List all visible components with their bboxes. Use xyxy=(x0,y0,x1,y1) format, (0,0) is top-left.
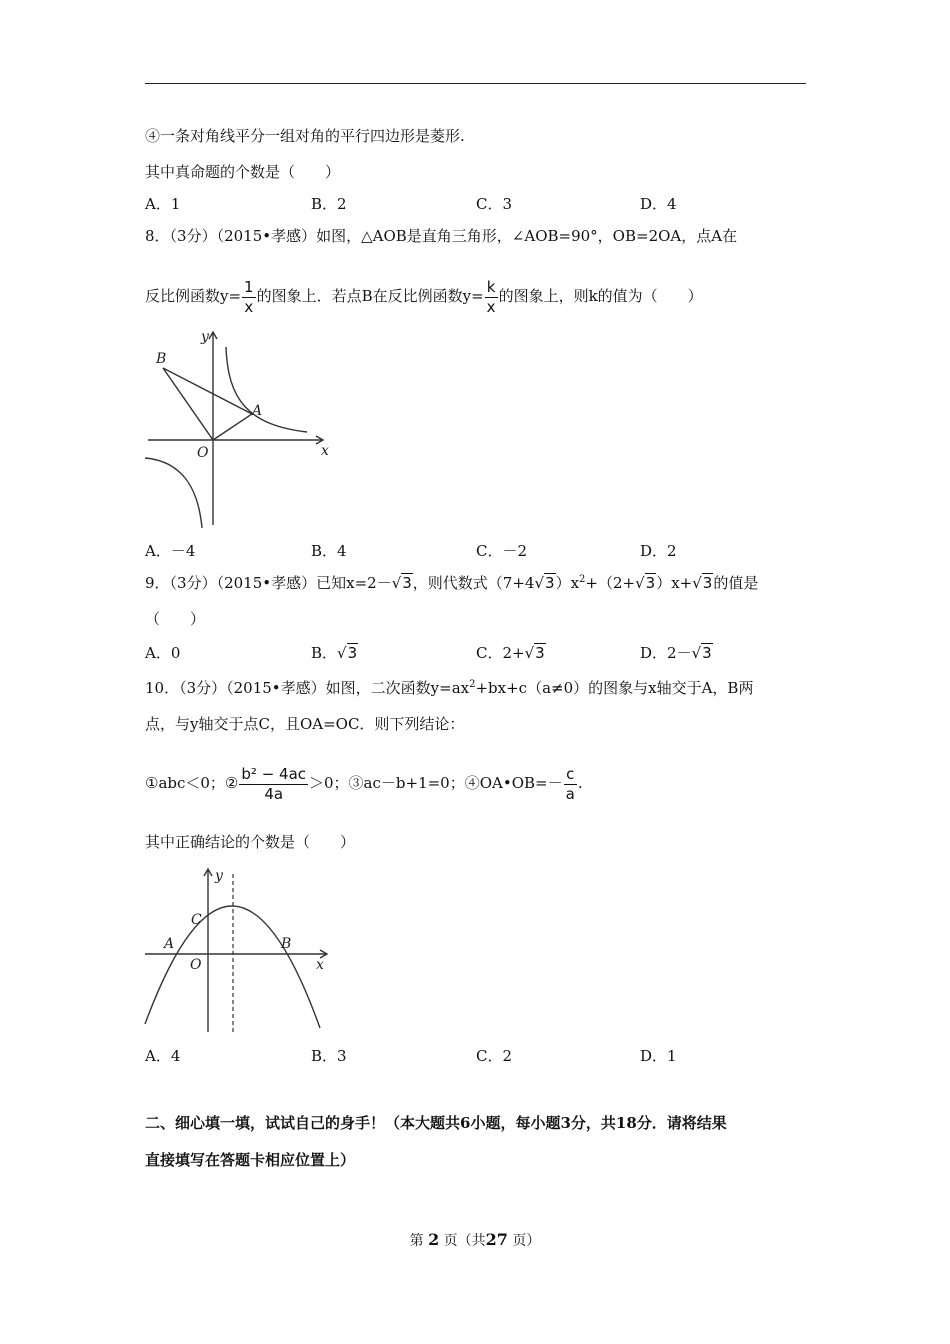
q9-line1 xyxy=(145,573,758,593)
q9-radicand: 3 xyxy=(545,574,555,592)
q8-option-b: B．4 xyxy=(311,542,347,560)
section2-heading-line1: 二、细心填一填，试试自己的身手！（本大题共6小题，每小题3分，共18分．请将结果 xyxy=(145,1114,727,1132)
q9-option-c-label: C．2+ xyxy=(476,644,525,662)
q10-label-b: B xyxy=(281,936,292,952)
q8-label-a: A xyxy=(252,403,263,419)
q10-option-d: D．1 xyxy=(640,1047,677,1065)
q9-option-d-label: D．2－ xyxy=(640,644,692,662)
q8-options xyxy=(145,541,805,561)
q10-line1-a: 10．（3分）（2015•孝感）如图，二次函数y=ax xyxy=(145,679,470,697)
q10-frac-den: 4a xyxy=(264,784,284,803)
q8-line1: 8．（3分）（2015•孝感）如图，△AOB是直角三角形，∠AOB=90°，OB=2OA，点A在 xyxy=(145,227,738,245)
footer-total-pages: 27 xyxy=(485,1230,508,1249)
q8-f2-num: k xyxy=(485,280,498,298)
header-rule xyxy=(145,83,806,84)
q9-radicand: 3 xyxy=(702,644,712,662)
q8-option-c: C．－2 xyxy=(476,542,528,560)
q7-options xyxy=(145,194,805,214)
q9-radicand: 3 xyxy=(347,644,358,662)
q9-option-d xyxy=(640,643,713,663)
q9-option-a: A．0 xyxy=(145,644,181,662)
q10-c-end: . xyxy=(577,774,583,792)
q8-f1-num: 1 xyxy=(244,277,254,296)
footer-page-number: 2 xyxy=(428,1230,440,1249)
q7-option-b: B．2 xyxy=(311,195,347,213)
q9-radicand: 3 xyxy=(645,574,656,592)
q8-f2-den: x xyxy=(486,297,496,316)
q10-label-c: C xyxy=(191,912,202,928)
q10-label-x: x xyxy=(316,957,324,973)
page-footer xyxy=(0,1230,950,1250)
q9-paren: （ ） xyxy=(145,610,206,628)
q9-sqrt-4: √3 xyxy=(692,574,713,592)
q9-option-d-sqrt: √3 xyxy=(691,644,712,662)
q9-option-c-sqrt: √3 xyxy=(524,644,545,662)
q8-hyperbola-left xyxy=(145,458,202,528)
q9-option-b xyxy=(311,643,358,663)
q10-c-mid: ＞0；③ac－b+1=0；④OA•OB=－ xyxy=(309,774,563,792)
q8-label-o: O xyxy=(197,445,209,461)
q8-mid: 的图象上．若点B在反比例函数y= xyxy=(256,287,484,305)
footer-post: 页） xyxy=(512,1233,541,1249)
q9-t1: 9．（3分）（2015•孝感）已知x=2－ xyxy=(145,574,392,592)
q8-figure xyxy=(140,325,340,535)
q9-t3: ）x xyxy=(555,574,580,592)
q9-options xyxy=(145,643,805,663)
q8-label-y: y xyxy=(201,329,209,345)
q9-sqrt-2: √3 xyxy=(534,574,555,592)
q8-triangle-aob xyxy=(163,368,252,440)
q10-label-y: y xyxy=(215,868,223,884)
q10-c-over-a-fraction xyxy=(564,764,577,803)
q9-option-b-label: B． xyxy=(311,644,338,662)
q8-fraction-k-over-x xyxy=(485,277,498,316)
q10-label-a: A xyxy=(164,936,175,952)
q9-sqrt-1: √3 xyxy=(391,574,412,592)
q8-fraction-1-over-x xyxy=(242,277,256,316)
q8-pre: 反比例函数y= xyxy=(145,287,242,305)
q9-option-c xyxy=(476,643,546,663)
q8-f1-den: x xyxy=(244,297,254,316)
q9-t4: +（2+ xyxy=(585,574,636,592)
section2-heading-line2: 直接填写在答题卡相应位置上） xyxy=(145,1151,356,1169)
q10-option-c: C．2 xyxy=(476,1047,513,1065)
q8-hyperbola-right xyxy=(226,347,307,432)
q10-line1 xyxy=(145,678,753,698)
q10-discriminant-fraction xyxy=(239,764,308,803)
q7-stem: 其中真命题的个数是（ ） xyxy=(145,163,341,181)
q8-option-d: D．2 xyxy=(640,542,677,560)
footer-mid: 页（共 xyxy=(443,1233,486,1249)
q9-t2: ，则代数式（7+4 xyxy=(412,574,535,592)
q7-option-d: D．4 xyxy=(640,195,677,213)
q9-option-b-sqrt: √3 xyxy=(337,644,358,662)
q10-line1-b: +bx+c（a≠0）的图象与x轴交于A，B两 xyxy=(475,679,754,697)
q9-radicand: 3 xyxy=(535,644,545,662)
q10-option-b: B．3 xyxy=(311,1047,347,1065)
q8-post: 的图象上，则k的值为（ ） xyxy=(498,287,703,305)
q9-radicand: 3 xyxy=(402,574,412,592)
q7-item4: ④一条对角线平分一组对角的平行四边形是菱形. xyxy=(145,127,465,145)
q10-frac2-den: a xyxy=(565,784,575,803)
q8-label-b: B xyxy=(156,351,167,367)
q10-frac2-num: c xyxy=(564,767,577,785)
q9-exponent: 2 xyxy=(579,574,586,585)
footer-pre: 第 xyxy=(409,1233,424,1249)
q10-options xyxy=(145,1046,805,1066)
q8-line2 xyxy=(145,276,703,316)
q9-radicand: 3 xyxy=(702,574,713,592)
q10-option-a: A．4 xyxy=(145,1047,181,1065)
q10-line2: 点，与y轴交于点C，且OA=OC．则下列结论： xyxy=(145,715,465,733)
q10-frac-num: b² − 4ac xyxy=(241,764,307,783)
q7-option-c: C．3 xyxy=(476,195,513,213)
q9-t5: ）x+ xyxy=(656,574,693,592)
q10-conclusions xyxy=(145,762,583,804)
q7-option-a: A．1 xyxy=(145,195,181,213)
q10-stem: 其中正确结论的个数是（ ） xyxy=(145,833,356,851)
q9-sqrt-3: √3 xyxy=(635,574,656,592)
q10-exponent: 2 xyxy=(469,679,476,690)
q10-c-pre: ①abc＜0；② xyxy=(145,774,239,792)
q10-figure xyxy=(140,862,340,1037)
q10-label-o: O xyxy=(190,957,202,973)
q8-label-x: x xyxy=(321,443,329,459)
q9-t6: 的值是 xyxy=(713,574,759,592)
q8-option-a: A．－4 xyxy=(145,542,196,560)
